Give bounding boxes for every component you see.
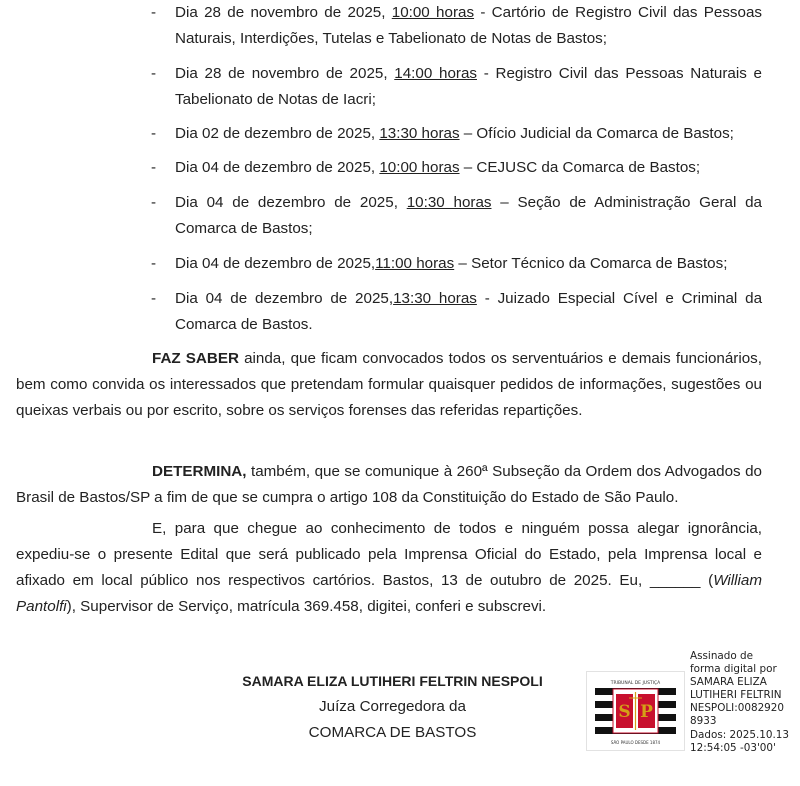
digital-signature-line: forma digital por [690,663,777,676]
list-bullet: - [151,159,157,176]
list-item-text: Dia 28 de novembro de 2025, 14:00 horas - Registro Civil das Pessoas Naturais e Tabelionato de Notas de Iacri; [175,65,763,108]
determina-paragraph: DETERMINA, também, que se comunique à 260ª Subseção da Ordem dos Advogados do Brasil de Bastos/SP a fim de que se cumpra o artigo 108 da Constituição do Estado de São Paulo. [16,463,762,506]
judge-name: SAMARA ELIZA LUTIHERI FELTRIN NESPOLI [242,673,543,689]
list-item-text: Dia 04 de dezembro de 2025,11:00 horas – Setor Técnico da Comarca de Bastos; [175,255,728,272]
digital-signature-line: SAMARA ELIZA [690,676,767,689]
closing-paragraph: E, para que chegue ao conhecimento de todos e ninguém possa alegar ignorância, expediu-se o presente Edital que será publicado pela Imprensa Oficial do Estado, pela Imprensa local e afixado em local público nos respectivos cartórios. Bastos, 13 de outubro de 2025. Eu, ______ (William Pantolfi), Supervisor de Serviço, matrícula 369.458, digitei, conferi e subscrevi. [16,520,762,615]
digital-signature-line: 12:54:05 -03'00' [690,741,776,754]
court-name: COMARCA DE BASTOS [308,724,477,741]
list-item-text: Dia 02 de dezembro de 2025, 13:30 horas – Ofício Judicial da Comarca de Bastos; [175,125,734,142]
signature-block [200,668,585,746]
list-bullet: - [151,290,157,307]
digital-signature-line: LUTIHERI FELTRIN [690,689,782,702]
digital-signature-line: Assinado de [690,650,754,662]
seal-initial-s: S [618,702,631,722]
digital-signature-line: Dados: 2025.10.13 [690,728,790,741]
list-item-text: Dia 04 de dezembro de 2025, 10:30 horas – Seção de Administração Geral da Comarca de Bastos; [175,194,762,237]
digital-signature-line: 8933 [690,715,717,728]
seal-initial-p: P [640,702,653,722]
list-item-text: Dia 04 de dezembro de 2025, 10:00 horas – CEJUSC da Comarca de Bastos; [175,159,701,176]
judge-role: Juíza Corregedora da [319,698,466,715]
seal-top-text: TRIBUNAL DE JUSTIÇA [610,681,661,686]
list-bullet: - [151,65,157,82]
seal-bottom-text: SÃO PAULO DESDE 1874 [610,740,661,745]
tjsp-seal-logo [586,671,685,751]
seal-graphic [587,672,684,750]
list-item-text: Dia 28 de novembro de 2025, 10:00 horas - Cartório de Registro Civil das Pessoas Naturais, Interdições, Tutelas e Tabelionato de Notas de Bastos; [175,4,763,47]
list-bullet: - [151,255,157,272]
digital-signature-line: NESPOLI:0082920 [690,702,785,715]
list-item-text: Dia 04 de dezembro de 2025,13:30 horas - Juizado Especial Cível e Criminal da Comarca de Bastos. [175,290,763,333]
list-bullet: - [151,125,157,142]
list-bullet: - [151,4,157,21]
list-bullet: - [151,194,157,211]
faz-saber-paragraph: FAZ SABER ainda, que ficam convocados todos os serventuários e demais funcionários, bem como convida os interessados que pretendam formular quaisquer pedidos de informações, sugestões ou queixas verbais ou por escrito, sobre os serviços forenses das referidas repartições. [16,350,762,419]
digital-signature-stamp [690,650,798,755]
